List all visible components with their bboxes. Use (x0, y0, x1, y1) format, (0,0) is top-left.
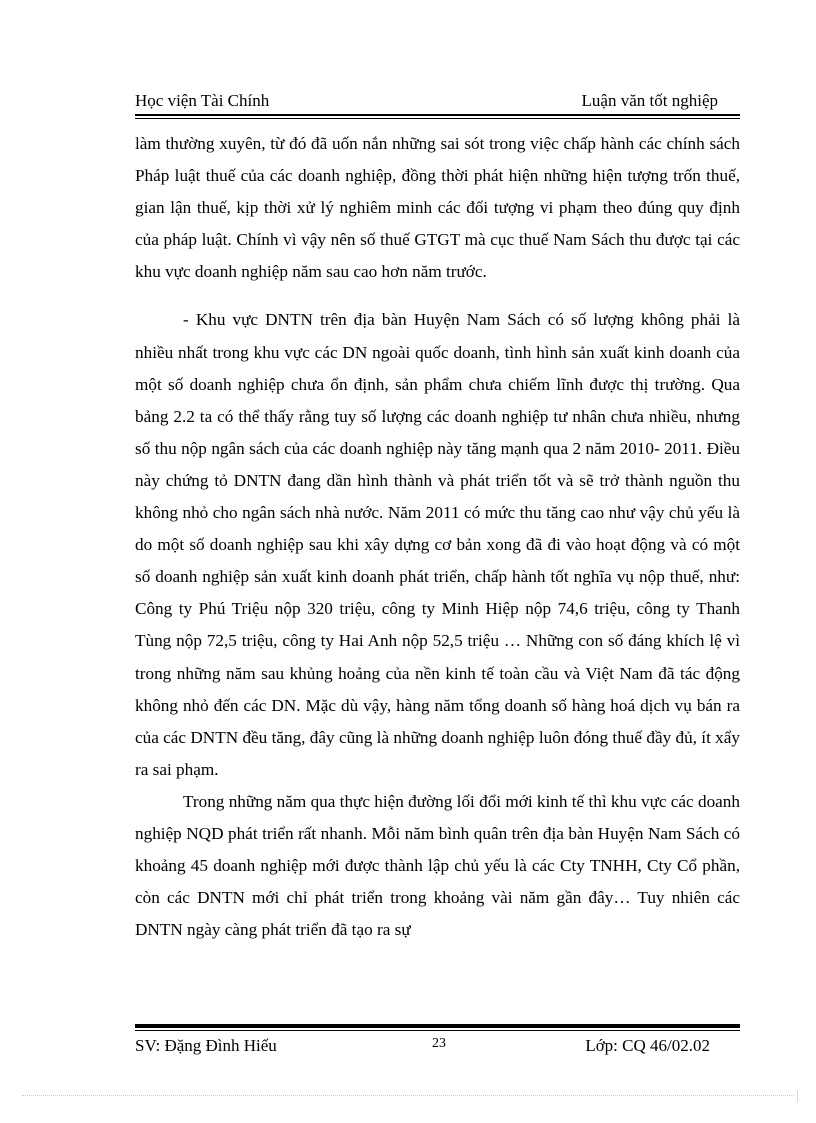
footer-rule-thick (135, 1024, 740, 1028)
page-corner-mark (797, 1090, 798, 1102)
footer-page-number: 23 (432, 1036, 446, 1051)
paragraph-1: làm thường xuyên, từ đó đã uốn nắn những sai sót trong việc chấp hành các chính sách Pháp luật thuế của các doanh nghiệp, đồng thời phát hiện những hiện tượng trốn thuế, gian lận thuế, kịp thời xử lý nghiêm minh các đối tượng vi phạm theo đúng quy định của pháp luật. Chính vì vậy nên số thuế GTGT mà cục thuế Nam Sách thu được tại các khu vực doanh nghiệp năm sau cao hơn năm trước. (135, 134, 740, 282)
footer-rule-thin (135, 1030, 740, 1031)
header-rule-thick (135, 114, 740, 116)
paragraph-2: - Khu vực DNTN trên địa bàn Huyện Nam Sách có số lượng không phải là nhiều nhất trong khu vực các DN ngoài quốc doanh, tình hình sản xuất kinh doanh của một số doanh nghiệp chưa ổn định, sản phẩm chưa chiếm lĩnh được thị trường. Qua bảng 2.2 ta có thể thấy rằng tuy số lượng các doanh nghiệp tư nhân chưa nhiều, nhưng số thu nộp ngân sách của các doanh nghiệp này tăng mạnh qua 2 năm 2010- 2011. Điều này chứng tỏ DNTN đang dần hình thành và phát triển tốt và sẽ trở thành nguồn thu không nhỏ cho ngân sách nhà nước. Năm 2011 có mức thu tăng cao như vậy chủ yếu là do một số doanh nghiệp sau khi xây dựng cơ bản xong đã đi vào hoạt động và có một số doanh nghiệp sản xuất kinh doanh phát triển, chấp hành tốt nghĩa vụ nộp thuế, như: Công ty Phú Triệu nộp 320 triệu, công ty Minh Hiệp nộp 74,6 triệu, công ty Thanh Tùng nộp 72,5 triệu, công ty Hai Anh nộp 52,5 triệu … Những con số đáng khích lệ vì trong những năm sau khủng hoảng của nền kinh tế toàn cầu và Việt Nam đã tác động không nhỏ đến các DN. Mặc dù vậy, hàng năm tổng doanh số hàng hoá dịch vụ bán ra của các DNTN đều tăng, đây cũng là những doanh nghiệp luôn đóng thuế đầy đủ, ít xẩy ra sai phạm. (135, 310, 740, 779)
header-institution: Học viện Tài Chính (135, 91, 270, 110)
page-bottom-border (22, 1095, 794, 1096)
header-rule-thin (135, 118, 740, 119)
header-doc-type: Luận văn tốt nghiệp (581, 91, 718, 110)
footer-student: SV: Đặng Đình Hiếu (135, 1036, 277, 1055)
body-text (135, 128, 740, 946)
page-footer (135, 1036, 740, 1060)
paragraph-3: Trong những năm qua thực hiện đường lối đổi mới kinh tế thì khu vực các doanh nghiệp NQD phát triển rất nhanh. Mỗi năm bình quân trên địa bàn Huyện Nam Sách có khoảng 45 doanh nghiệp mới được thành lập chủ yếu là các Cty TNHH, Cty Cổ phần, còn các DNTN mới chỉ phát triển trong khoảng vài năm gần đây… Tuy nhiên các DNTN ngày càng phát triển đã tạo ra sự (135, 791, 740, 940)
footer-class: Lớp: CQ 46/02.02 (585, 1036, 710, 1055)
